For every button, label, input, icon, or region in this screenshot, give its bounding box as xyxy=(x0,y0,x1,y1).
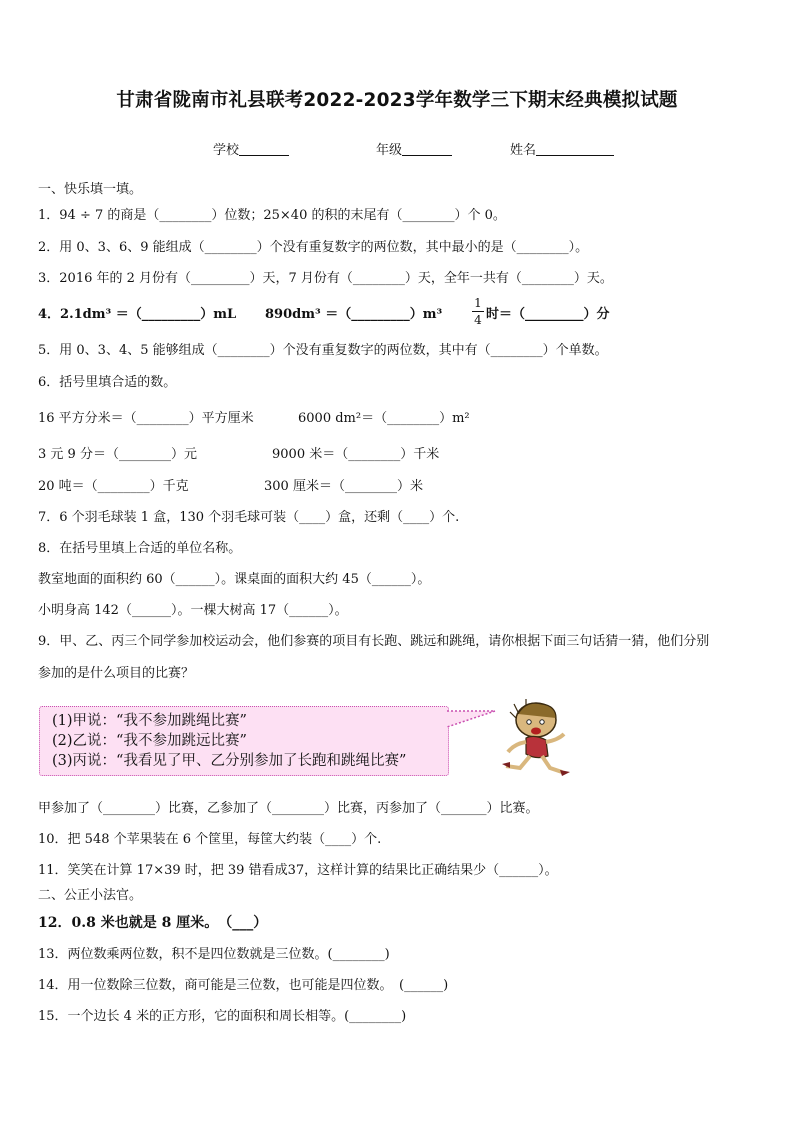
grade-label: 年级 xyxy=(376,143,403,158)
question-11: 11．笑笑在计算 17×39 时，把 39 错看成37，这样计算的结果比正确结果少（______）。 xyxy=(38,863,558,878)
question-6b: 6000 dm²＝（________）m² xyxy=(298,411,470,426)
page-title: 甘肃省陇南市礼县联考2022-2023学年数学三下期末经典模拟试题 xyxy=(116,90,678,111)
question-9-stem-line1: 9．甲、乙、丙三个同学参加校运动会，他们参赛的项目有长跑、跳远和跳绳，请你根据下面三句话猜一猜，他们分别 xyxy=(38,634,710,649)
section-heading-2: 二、公正小法官。 xyxy=(38,888,143,903)
grade-field xyxy=(376,139,452,158)
grade-blank[interactable] xyxy=(402,142,452,156)
question-9-stem-line2: 参加的是什么项目的比赛？ xyxy=(38,666,195,681)
quote-2: (2)乙说：“我不参加跳远比赛” xyxy=(52,733,247,749)
school-blank[interactable] xyxy=(239,142,289,156)
speech-bubble xyxy=(39,706,449,776)
question-15: 15．一个边长 4 米的正方形，它的面积和周长相等。(________) xyxy=(38,1009,407,1024)
name-blank[interactable] xyxy=(536,142,614,156)
fraction-bar xyxy=(472,311,484,312)
school-label: 学校 xyxy=(213,143,240,158)
question-6-stem: 6．括号里填合适的数。 xyxy=(38,375,177,390)
question-12: 12．0.8 米也就是 8 厘米。 （___） xyxy=(38,915,268,931)
question-4b: 890dm³ ＝（_________）m³ xyxy=(265,307,443,322)
question-2: 2．用 0、3、6、9 能组成（________）个没有重复数字的两位数，其中最小的是（________）。 xyxy=(38,240,589,255)
question-6c: 3 元 9 分＝（________）元 xyxy=(38,447,197,462)
question-10: 10．把 548 个苹果装在 6 个筐里，每筐大约装（____）个. xyxy=(38,832,382,847)
question-1: 1．94 ÷ 7 的商是（________）位数；25×40 的积的末尾有（________）个 0。 xyxy=(38,208,506,223)
fraction-one-quarter xyxy=(472,296,484,327)
section-heading-1: 一、快乐填一填。 xyxy=(38,182,143,197)
question-4a: 4．2.1dm³ ＝（_________）mL xyxy=(38,307,237,322)
question-6a: 16 平方分米＝（________）平方厘米 xyxy=(38,411,254,426)
quote-3: (3)丙说：“我看见了甲、乙分别参加了长跑和跳绳比赛” xyxy=(52,753,407,769)
question-13: 13．两位数乘两位数，积不是四位数就是三位数。(________) xyxy=(38,947,390,962)
question-7: 7．6 个羽毛球装 1 盒，130 个羽毛球可装（____）盒，还剩（____）个. xyxy=(38,510,460,525)
fraction-denominator: 4 xyxy=(474,313,482,327)
speech-bubble-tail xyxy=(447,709,497,731)
fraction-numerator: 1 xyxy=(474,296,482,310)
question-6e: 20 吨＝（________）千克 xyxy=(38,479,189,494)
question-3: 3．2016 年的 2 月份有（_________）天，7 月份有（________）天，全年一共有（________）天。 xyxy=(38,271,613,286)
question-5: 5．用 0、3、4、5 能够组成（________）个没有重复数字的两位数，其中有（________）个单数。 xyxy=(38,343,608,358)
question-8b: 小明身高 142（______）。一棵大树高 17（______）。 xyxy=(38,603,348,618)
school-field xyxy=(213,139,289,158)
running-boy-illustration xyxy=(496,698,576,780)
question-8-stem: 8．在括号里填上合适的单位名称。 xyxy=(38,541,242,556)
question-8a: 教室地面的面积约 60（______）。课桌面的面积大约 45（______）。 xyxy=(38,572,431,587)
question-4c: 时＝（_________）分 xyxy=(486,307,610,322)
question-14: 14．用一位数除三位数，商可能是三位数，也可能是四位数。 (______) xyxy=(38,978,449,993)
name-field xyxy=(510,139,614,158)
question-6f: 300 厘米＝（________）米 xyxy=(264,479,423,494)
question-9-answer: 甲参加了（________）比赛，乙参加了（________）比赛，丙参加了（_______）比赛。 xyxy=(38,801,539,816)
name-label: 姓名 xyxy=(510,143,537,158)
question-6d: 9000 米＝（________）千米 xyxy=(272,447,440,462)
quote-1: (1)甲说：“我不参加跳绳比赛” xyxy=(52,713,247,729)
